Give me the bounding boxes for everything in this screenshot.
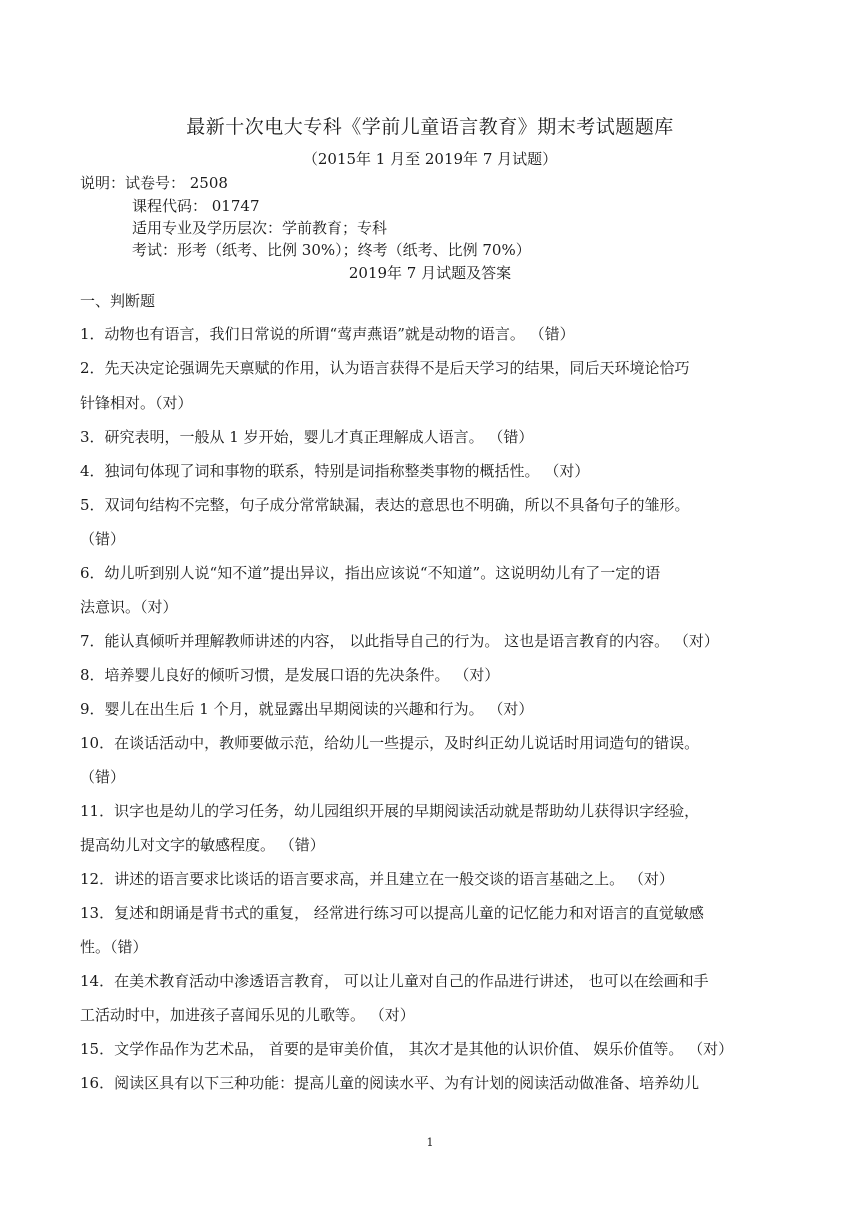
question-line: 12．讲述的语言要求比谈话的语言要求高，并且建立在一般交谈的语言基础之上。 （对）	[80, 870, 674, 888]
document-title: 最新十次电大专科《学前儿童语言教育》期末考试题题库	[186, 116, 674, 138]
question-line: 16．阅读区具有以下三种功能：提高儿童的阅读水平、为有计划的阅读活动做准备、培养幼儿	[80, 1074, 700, 1092]
major-level-line: 适用专业及学历层次：学前教育；专科	[132, 219, 388, 237]
exam-format-line: 考试：形考（纸考、比例 30%）；终考（纸考、比例 70%）	[132, 241, 531, 259]
question-line: 提高幼儿对文字的敏感程度。 （错）	[80, 836, 325, 854]
question-line: 工活动时中，加进孩子喜闻乐见的儿歌等。 （对）	[80, 1006, 415, 1024]
section-heading: 一、判断题	[80, 292, 156, 310]
question-line: 7．能认真倾听并理解教师讲述的内容， 以此指导自己的行为。 这也是语言教育的内容。 （对）	[80, 632, 719, 650]
question-line: 2．先天决定论强调先天禀赋的作用，认为语言获得不是后天学习的结果，同后天环境论恰巧	[80, 359, 690, 377]
question-line: 9．婴儿在出生后 1 个月，就显露出早期阅读的兴趣和行为。 （对）	[80, 700, 534, 718]
question-line: 11．识字也是幼儿的学习任务，幼儿园组织开展的早期阅读活动就是帮助幼儿获得识字经验，	[80, 802, 700, 820]
question-line: 15．文学作品作为艺术品， 首要的是审美价值， 其次才是其他的认识价值、 娱乐价值等。 （对）	[80, 1040, 734, 1058]
year-heading: 2019年 7 月试题及答案	[348, 264, 512, 282]
question-line: 4．独词句体现了词和事物的联系，特别是词指称整类事物的概括性。 （对）	[80, 462, 590, 480]
question-line: 法意识。（对）	[80, 598, 178, 616]
question-line: 6．幼儿听到别人说“知不道”提出异议，指出应该说“不知道”。这说明幼儿有了一定的语	[80, 564, 661, 582]
question-line: （错）	[80, 530, 126, 548]
question-line: 8．培养婴儿良好的倾听习惯，是发展口语的先决条件。 （对）	[80, 666, 500, 684]
exam-number-line: 说明：试卷号： 2508	[80, 174, 228, 192]
question-line: 3．研究表明，一般从 1 岁开始，婴儿才真正理解成人语言。 （错）	[80, 428, 534, 446]
question-line: 10．在谈话活动中，教师要做示范，给幼儿一些提示，及时纠正幼儿说话时用词造句的错误。	[80, 734, 700, 752]
question-line: （错）	[80, 768, 126, 786]
question-line: 1．动物也有语言，我们日常说的所谓“莺声燕语”就是动物的语言。 （错）	[80, 325, 575, 343]
question-line: 针锋相对。（对）	[80, 394, 193, 412]
course-code-line: 课程代码： 01747	[132, 197, 260, 215]
page-number: 1	[426, 1136, 434, 1149]
question-line: 13．复述和朗诵是背书式的重复， 经常进行练习可以提高儿童的记忆能力和对语言的直觉敏感	[80, 904, 704, 922]
question-line: 性。（错）	[80, 938, 148, 956]
question-line: 5．双词句结构不完整，句子成分常常缺漏，表达的意思也不明确，所以不具备句子的雏形。	[80, 496, 690, 514]
document-subtitle: （2015年 1 月至 2019年 7 月试题）	[302, 150, 558, 168]
question-line: 14．在美术教育活动中渗透语言教育， 可以让儿童对自己的作品进行讲述， 也可以在绘画和手	[80, 972, 709, 990]
